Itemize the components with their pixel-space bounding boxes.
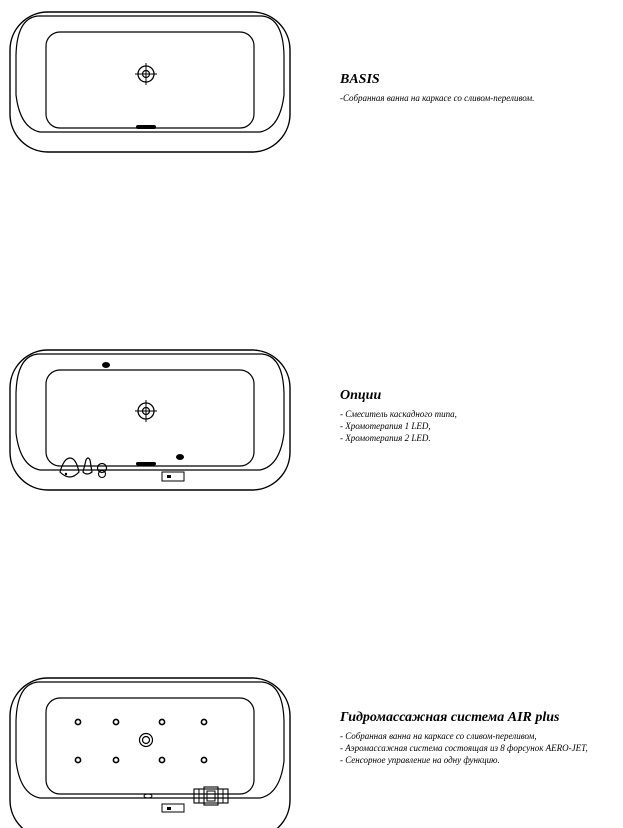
aero-jet-nozzle-icon bbox=[75, 757, 80, 762]
feature-list bbox=[340, 730, 610, 766]
drain-icon bbox=[140, 734, 153, 747]
control-box-icon bbox=[162, 472, 184, 481]
bathtub-air-plus-drawing bbox=[8, 676, 292, 828]
aero-jet-nozzle-icon bbox=[113, 719, 118, 724]
section-title: Опции bbox=[340, 388, 382, 403]
aero-jet-nozzle-icon bbox=[159, 719, 164, 724]
feature-item: - Собранная ванна на каркасе со сливом-переливом, bbox=[340, 731, 537, 741]
bathtub-outer-rim bbox=[10, 12, 290, 152]
section-options bbox=[340, 388, 610, 444]
aero-jet-nozzle-icon bbox=[113, 757, 118, 762]
section-basis bbox=[340, 72, 610, 104]
chromotherapy-led-2-icon bbox=[176, 454, 184, 460]
feature-list bbox=[340, 408, 610, 444]
bathtub-basin bbox=[46, 698, 254, 794]
bathtub-options-drawing bbox=[8, 348, 292, 493]
section-air-plus bbox=[340, 710, 610, 766]
overflow-slot-icon bbox=[136, 462, 156, 466]
overflow-slot-icon bbox=[136, 125, 156, 129]
drain-icon bbox=[135, 400, 157, 422]
feature-item: - Аэромассажная система состоящая из 8 форсунок AERO-JET, bbox=[340, 743, 588, 753]
bathtub-basis-drawing bbox=[8, 10, 292, 155]
air-blower-icon bbox=[194, 787, 228, 805]
feature-item: - Хромотерапия 2 LED. bbox=[340, 433, 431, 443]
drain-icon bbox=[135, 63, 157, 85]
section-title: Гидромассажная система AIR plus bbox=[340, 710, 560, 725]
chromotherapy-led-1-icon bbox=[102, 362, 110, 368]
section-title: BASIS bbox=[340, 72, 380, 87]
bathtub-inner-rim bbox=[16, 354, 284, 470]
aero-jet-nozzle-icon bbox=[159, 757, 164, 762]
aero-jet-nozzle-icon bbox=[201, 719, 206, 724]
aero-jet-nozzle-icon bbox=[75, 719, 80, 724]
feature-item: -Собранная ванна на каркасе со сливом-переливом. bbox=[340, 93, 535, 103]
feature-item: - Хромотерапия 1 LED, bbox=[340, 421, 431, 431]
cascade-mixer-spout-icon bbox=[60, 458, 79, 477]
sensor-control-box-icon bbox=[162, 804, 184, 812]
aero-jet-nozzle-icon bbox=[201, 757, 206, 762]
feature-list bbox=[340, 92, 610, 104]
bathtub-outer-rim bbox=[10, 350, 290, 490]
aero-jet-nozzles bbox=[75, 719, 206, 762]
feature-item: - Сенсорное управление на одну функцию. bbox=[340, 755, 500, 765]
bathtub-basin bbox=[46, 32, 254, 128]
feature-item: - Смеситель каскадного типа, bbox=[340, 409, 457, 419]
